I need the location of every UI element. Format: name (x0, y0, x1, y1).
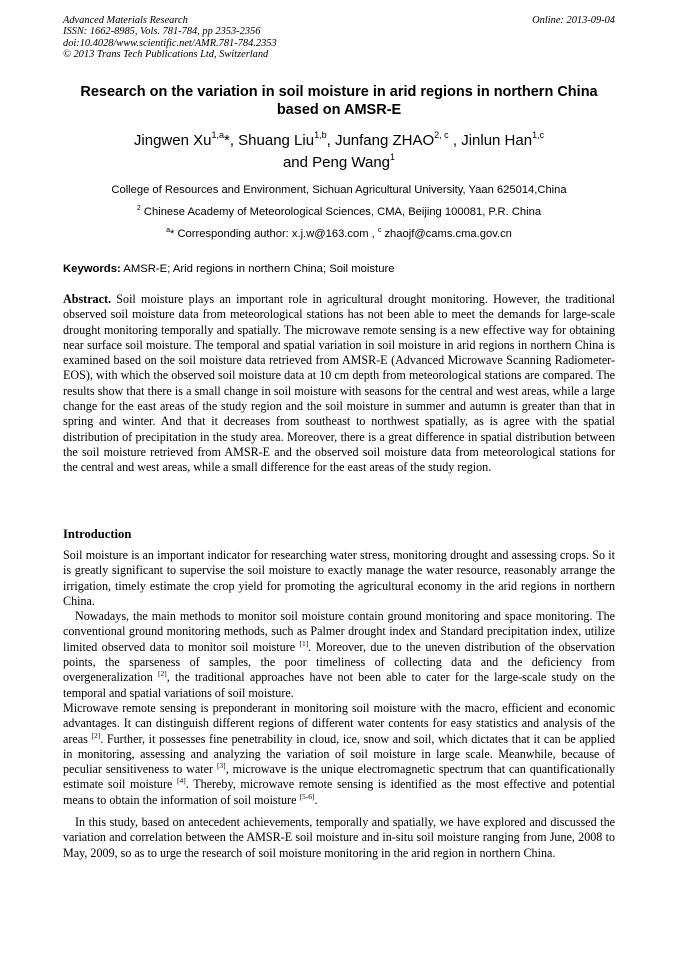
corresponding-author: $^a$* Corresponding author: x.j.w@163.com , $^c$ zhaojf@cams.cma.gov.cn (166, 227, 512, 240)
keywords-text: AMSR-E; Arid regions in northern China; Soil moisture (120, 263, 395, 275)
author: Jinlun Han$^{1,c}$ (461, 130, 545, 149)
introduction-body (63, 548, 615, 861)
citation: [5-6] (299, 791, 315, 801)
paper-title: Research on the variation in soil moisture in arid regions in northern China based on AMSR-E (80, 84, 598, 118)
doi-line: doi:10.4028/www.scientific.net/AMR.781-784.2353 (63, 37, 277, 49)
citation: [1] (299, 638, 309, 648)
citation: [2] (157, 669, 167, 679)
affiliation-1: College of Resources and Environment, Sichuan Agricultural University, Yaan 625014,China (111, 184, 567, 196)
abstract (63, 292, 615, 476)
author-last: and Peng Wang$^1$ (282, 152, 396, 171)
author: Shuang Liu$^{1,b}$, (238, 130, 335, 149)
intro-paragraph-2: Nowadays, the main methods to monitor soil moisture contain ground monitoring and space monitoring. The conventional ground monitoring methods, such as Palmer drought index and Standard precipitation index, utilize limited observed data to monitor soil moisture [1]. Moreover, due to the uneven distribution of the observation points, the sparseness of samples, the poor timeliness of collecting data and the deficiency from overgeneralization [2], the traditional approaches have not been able to cater for the large-scale study on the temporal and spatial variations of soil moisture. (63, 609, 616, 700)
intro-paragraph-1: Soil moisture is an important indicator for researching water stress, monitoring drought and assessing crops. So it is greatly significant to supervise the soil moisture to exactly manage the water resource, reasonably arrange the irrigation, timely estimate the crop yield for promoting the agricultural economy in the arid regions in northern China. (63, 548, 615, 608)
affiliation-2: $^2$ Chinese Academy of Meteorological Sciences, CMA, Beijing 100081, P.R. China (136, 205, 542, 218)
abstract-text: Soil moisture plays an important role in agricultural drought monitoring. However, the traditional observed soil moisture data from meteorological stations has not been able to meet the demands for large-scale drought monitoring temporally and spatially. The microwave remote sensing is a new effective way for obtaining near surface soil moisture. The temporal and spatial variation in soil moisture in arid regions in northern China is examined based on the soil moisture data retrieved from AMSR-E (Advanced Microwave Scanning Radiometer-EOS), with which the observed soil moisture data at 10 cm depth from meteorological stations are compared. The results show that there is a small change in soil moisture with seasons for the central and west areas, while a large change for the east areas of the study region and the soil moisture in summer and autumn is greater than that in spring and winter. And that it decreases from southeast to northwest spatially, as is agree with the spatial distribution of precipitation in the study area. Moreover, there is a great difference in spatial distribution between the soil moisture retrieved from AMSR-E and the observed soil moisture data from meteorological stations for the central and west areas, while a small difference for the east areas of the study region. (63, 292, 615, 475)
author: Junfang ZHAO$^{2, c}$ , (334, 130, 462, 149)
citation: [4] (177, 776, 186, 786)
keywords-label: Keywords: (63, 263, 121, 275)
issn-line: ISSN: 1662-8985, Vols. 781-784, pp 2353-2356 (63, 26, 261, 38)
citation: [2] (91, 730, 101, 740)
author: Jingwen Xu$^{1,a}$*, (133, 130, 239, 149)
author-list (63, 130, 615, 174)
citation: [3] (216, 761, 226, 771)
intro-paragraph-3: Microwave remote sensing is preponderant in monitoring soil moisture with the macro, efficient and economic advantages. It can distinguish different regions of different water contents for easy statistics and analysis of the areas [2]. Further, it possesses fine penetrability in cloud, ice, snow and soil, which dictates that it can be applied in monitoring, assessing and analyzing the variation of soil moisture in large scale. Meanwhile, because of peculiar sensitiveness to water [3], microwave is the unique electromagnetic spectrum that can quantificationally estimate soil moisture [4]. Thereby, microwave remote sensing is identified as the most effective and potential means to obtain the information of soil moisture [5-6]. (63, 700, 615, 807)
intro-paragraph-4: In this study, based on antecedent achievements, temporally and spatially, we have explored and discussed the variation and correlation between the AMSR-E soil moisture and in-situ soil moisture ranging from June, 2008 to May, 2009, so as to urge the research of soil moisture monitoring in the arid region in northern China. (63, 815, 615, 860)
publication-header (63, 15, 615, 61)
journal-name: Advanced Materials Research (63, 15, 188, 26)
copyright-line: © 2013 Trans Tech Publications Ltd, Switzerland (63, 49, 269, 61)
introduction-heading: Introduction (63, 527, 132, 541)
keywords (63, 262, 615, 276)
online-date: Online: 2013-09-04 (532, 15, 615, 26)
abstract-label: Abstract. (63, 292, 112, 306)
